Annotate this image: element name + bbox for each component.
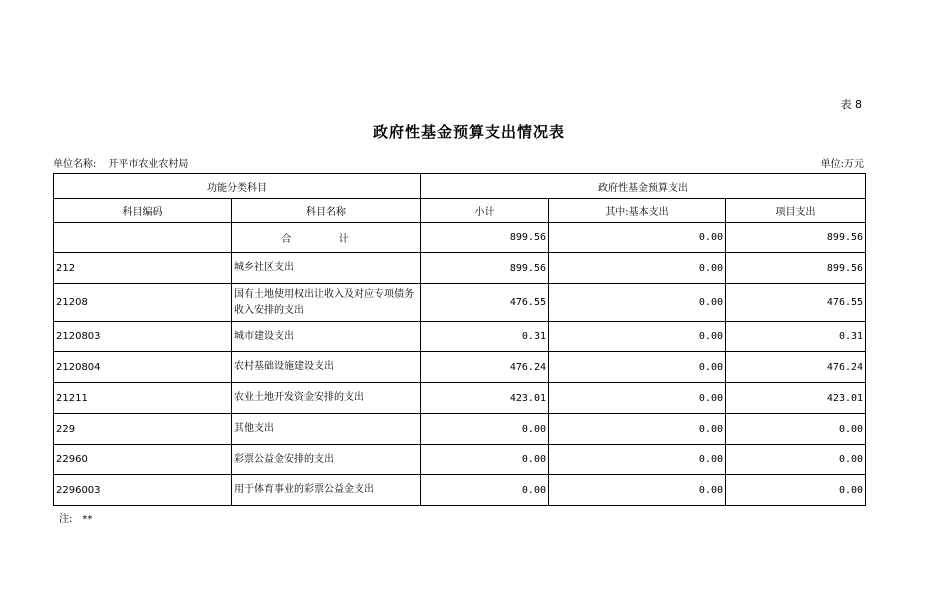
- row-name: 其他支出: [232, 414, 421, 445]
- table-number: 表 8: [840, 98, 862, 111]
- row-code: 22960: [54, 445, 232, 475]
- row-basic: 0.00: [549, 284, 726, 322]
- row-subtotal: 0.00: [421, 445, 549, 475]
- header-subtotal: 小计: [421, 199, 549, 223]
- row-basic: 0.00: [549, 352, 726, 383]
- row-code: 212: [54, 253, 232, 284]
- row-code: 229: [54, 414, 232, 445]
- unit-name-label: 单位名称:: [53, 159, 97, 170]
- table-body: [54, 253, 866, 506]
- table-row: [54, 253, 866, 284]
- currency-unit: 单位:万元: [820, 159, 864, 170]
- total-subtotal: 899.56: [421, 223, 549, 253]
- row-basic: 0.00: [549, 414, 726, 445]
- header-fund-expenditure: 政府性基金预算支出: [421, 174, 866, 199]
- row-name: 城市建设支出: [232, 322, 421, 352]
- note-label: 注:: [59, 514, 73, 525]
- row-name: 农村基础设施建设支出: [232, 352, 421, 383]
- row-project: 0.00: [726, 445, 866, 475]
- header-code: 科目编码: [54, 199, 232, 223]
- header-project: 项目支出: [726, 199, 866, 223]
- header-basic: 其中:基本支出: [549, 199, 726, 223]
- row-subtotal: 0.00: [421, 475, 549, 506]
- row-code: 2120804: [54, 352, 232, 383]
- total-label-text: 合 计: [281, 234, 371, 245]
- unit-name: 开平市农业农村局: [108, 159, 189, 170]
- total-code-cell: [54, 223, 232, 253]
- table-row: [54, 284, 866, 322]
- row-subtotal: 476.55: [421, 284, 549, 322]
- row-basic: 0.00: [549, 383, 726, 414]
- row-subtotal: 0.00: [421, 414, 549, 445]
- row-subtotal: 476.24: [421, 352, 549, 383]
- total-basic: 0.00: [549, 223, 726, 253]
- row-name: 农业土地开发资金安排的支出: [232, 383, 421, 414]
- row-project: 0.00: [726, 414, 866, 445]
- row-project: 899.56: [726, 253, 866, 284]
- header-function-category: 功能分类科目: [54, 174, 421, 199]
- row-code: 21208: [54, 284, 232, 322]
- row-basic: 0.00: [549, 322, 726, 352]
- row-project: 423.01: [726, 383, 866, 414]
- row-project: 476.55: [726, 284, 866, 322]
- row-project: 476.24: [726, 352, 866, 383]
- header-group-row: [54, 174, 866, 199]
- table-row: [54, 352, 866, 383]
- row-project: 0.31: [726, 322, 866, 352]
- total-label: [232, 223, 421, 253]
- row-basic: 0.00: [549, 253, 726, 284]
- row-basic: 0.00: [549, 445, 726, 475]
- row-subtotal: 423.01: [421, 383, 549, 414]
- row-basic: 0.00: [549, 475, 726, 506]
- row-name: 国有土地使用权出让收入及对应专项债务收入安排的支出: [232, 284, 421, 322]
- budget-table: [53, 173, 866, 506]
- header-name: 科目名称: [232, 199, 421, 223]
- row-code: 21211: [54, 383, 232, 414]
- table-row: [54, 414, 866, 445]
- table-row: [54, 475, 866, 506]
- row-name: 城乡社区支出: [232, 253, 421, 284]
- row-name: 用于体育事业的彩票公益金支出: [232, 475, 421, 506]
- page-title: 政府性基金预算支出情况表: [372, 123, 565, 141]
- row-name: 彩票公益金安排的支出: [232, 445, 421, 475]
- row-code: 2120803: [54, 322, 232, 352]
- row-subtotal: 0.31: [421, 322, 549, 352]
- total-row: [54, 223, 866, 253]
- footnote: [59, 510, 92, 525]
- table-row: [54, 383, 866, 414]
- note-value: **: [82, 514, 93, 525]
- unit-name-group: [53, 155, 188, 170]
- total-project: 899.56: [726, 223, 866, 253]
- row-subtotal: 899.56: [421, 253, 549, 284]
- table-row: [54, 322, 866, 352]
- table-row: [54, 445, 866, 475]
- row-project: 0.00: [726, 475, 866, 506]
- row-code: 2296003: [54, 475, 232, 506]
- header-column-row: [54, 199, 866, 223]
